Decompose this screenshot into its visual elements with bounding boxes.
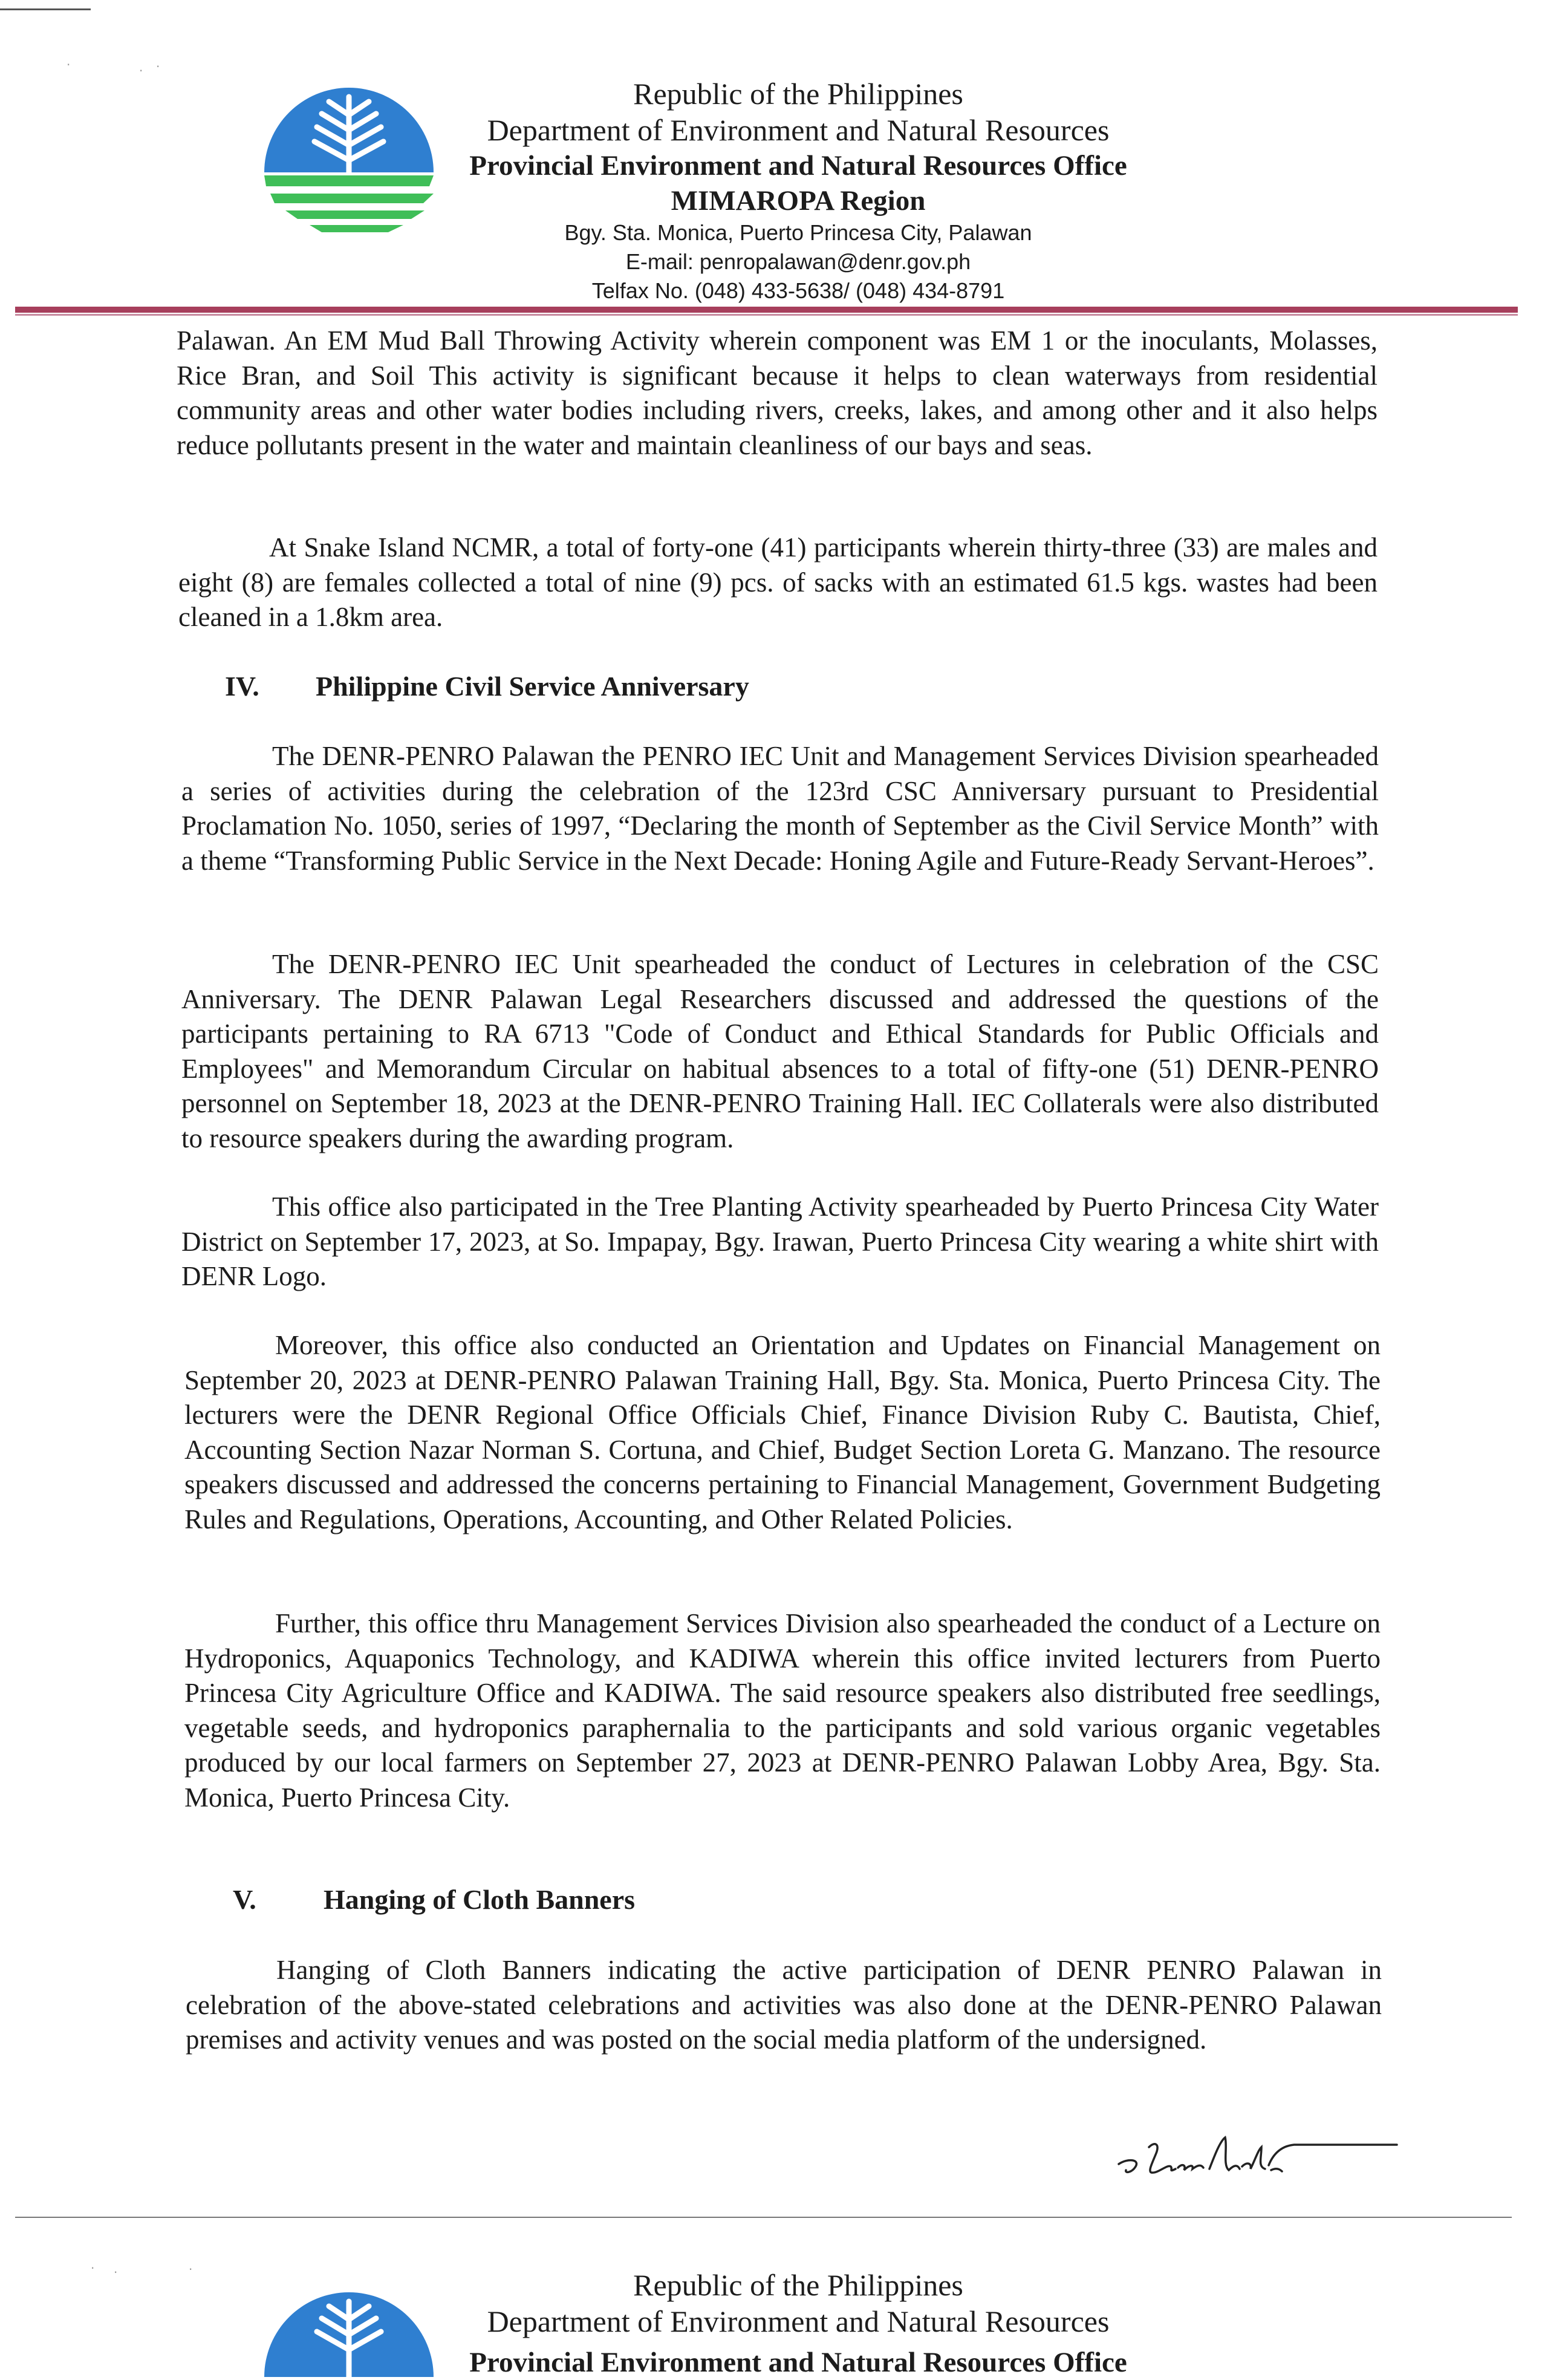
footer-divider [15, 2217, 1512, 2218]
letterhead-office-cut [447, 2345, 1149, 2378]
section-title: Hanging of Cloth Banners [324, 1884, 636, 1915]
letterhead [447, 76, 1149, 305]
denr-logo-icon [261, 79, 437, 236]
signature-icon [1113, 2129, 1403, 2177]
section-number: V. [233, 1884, 256, 1915]
section-number: IV. [225, 671, 259, 702]
paragraph-em-mudball: Palawan. An EM Mud Ball Throwing Activity wherein component was EM 1 or the inoculants, Molasses, Rice Bran, and Soil This activity is significant because it helps to clean waterways from residential community areas and other water bodies including rivers, creeks, lakes, and among other and it also helps reduce pollutants present in the water and maintain cleanliness of our bays and seas. [177, 325, 1378, 460]
paragraph-csc-activities: The DENR-PENRO Palawan the PENRO IEC Unit and Management Services Division spearheaded a series of activities during the celebration of the 123rd CSC Anniversary pursuant to Presidential Proclamation No. 1050, series of 1997, “Declaring the month of September as the Civil Service Month” with a theme “Transforming Public Service in the Next Decade: Honing Agile and Future-Ready Servant-Heroes”. [181, 741, 1379, 876]
section-heading-v [233, 1883, 635, 1915]
paragraph-hydroponics: Further, this office thru Management Services Division also spearheaded the conduct of a Lecture on Hydroponics, Aquaponics Technology, and KADIWA wherein this office invited lecturers from Puerto Princesa City Agriculture Office and KADIWA. The said resource speakers also distributed free seedlings, vegetable seeds, and hydroponics paraphernalia to the participants and sold various organic vegetables produced by our local farmers on September 27, 2023 at DENR-PENRO Palawan Lobby Area, Bgy. Sta. Monica, Puerto Princesa City. [184, 1608, 1381, 1813]
section-heading-iv [225, 670, 749, 702]
letterhead-telfax: Telfax No. (048) 433-5638/ (048) 434-8791 [591, 278, 1005, 303]
letterhead-office: Provincial Environment and Natural Resources Office [469, 150, 1127, 181]
letterhead-email: E-mail: penropalawan@denr.gov.ph [625, 249, 971, 274]
header-divider [15, 307, 1518, 313]
paragraph-tree-planting: This office also participated in the Tree Planting Activity spearheaded by Puerto Princesa City Water District on September 17, 2023, at So. Impapay, Bgy. Irawan, Puerto Princesa City wearing a white shirt with DENR Logo. [181, 1192, 1379, 1291]
scan-speck: · [189, 2262, 193, 2277]
section-title: Philippine Civil Service Anniversary [316, 671, 749, 702]
paragraph-cloth-banners: Hanging of Cloth Banners indicating the active participation of DENR PENRO Palawan in celebration of the above-stated celebrations and activities was also done at the DENR-PENRO Palawan premises and activity venues and was posted on the social media platform of the undersigned. [186, 1955, 1382, 2055]
scan-speck: · [91, 2261, 95, 2275]
letterhead-address: Bgy. Sta. Monica, Puerto Princesa City, Palawan [564, 220, 1032, 245]
letterhead-department: Department of Environment and Natural Resources [487, 2304, 1110, 2338]
paragraph-snake-island: At Snake Island NCMR, a total of forty-one (41) participants wherein thirty-three (33) are males and eight (8) are females collected a total of nine (9) pcs. of sacks with an estimated 61.5 kgs. wastes had been cleaned in a 1.8km area. [178, 532, 1378, 632]
paragraph-financial-management: Moreover, this office also conducted an Orientation and Updates on Financial Management on September 20, 2023 at DENR-PENRO Palawan Training Hall, Bgy. Sta. Monica, Puerto Princesa City. The lecturers were the DENR Regional Office Officials Chief, Finance Division Ruby C. Bautista, Chief, Accounting Section Nazar Norman S. Cortuna, and Chief, Budget Section Loreta G. Manzano. The resource speakers discussed and addressed the concerns pertaining to Financial Management, Government Budgeting Rules and Regulations, Operations, Accounting, and Other Related Policies. [184, 1330, 1381, 1534]
letterhead-republic: Republic of the Philippines [633, 2268, 963, 2302]
letterhead-next-page [447, 2267, 1149, 2339]
letterhead-republic: Republic of the Philippines [633, 77, 963, 111]
scan-edge-line [0, 8, 91, 10]
scan-speck: · [156, 59, 160, 74]
letterhead-region: MIMAROPA Region [671, 185, 926, 217]
denr-logo-icon [261, 2283, 437, 2359]
scan-speck: · [67, 57, 71, 72]
letterhead-department: Department of Environment and Natural Resources [487, 113, 1110, 147]
header-divider-thin [15, 314, 1518, 316]
paragraph-csc-lectures: The DENR-PENRO IEC Unit spearheaded the conduct of Lectures in celebration of the CSC Anniversary. The DENR Palawan Legal Researchers discussed and addressed the questions of the participants pertaining to RA 6713 "Code of Conduct and Ethical Standards for Public Officials and Employees" and Memorandum Circular on habitual absences to a total of fifty-one (51) DENR-PENRO personnel on September 18, 2023 at the DENR-PENRO Training Hall. IEC Collaterals were also distributed to resource speakers during the awarding program. [181, 949, 1379, 1153]
scan-speck: · [114, 2265, 118, 2280]
letterhead-office: Provincial Environment and Natural Resources Office [469, 2347, 1127, 2378]
scan-speck: · [139, 64, 143, 78]
